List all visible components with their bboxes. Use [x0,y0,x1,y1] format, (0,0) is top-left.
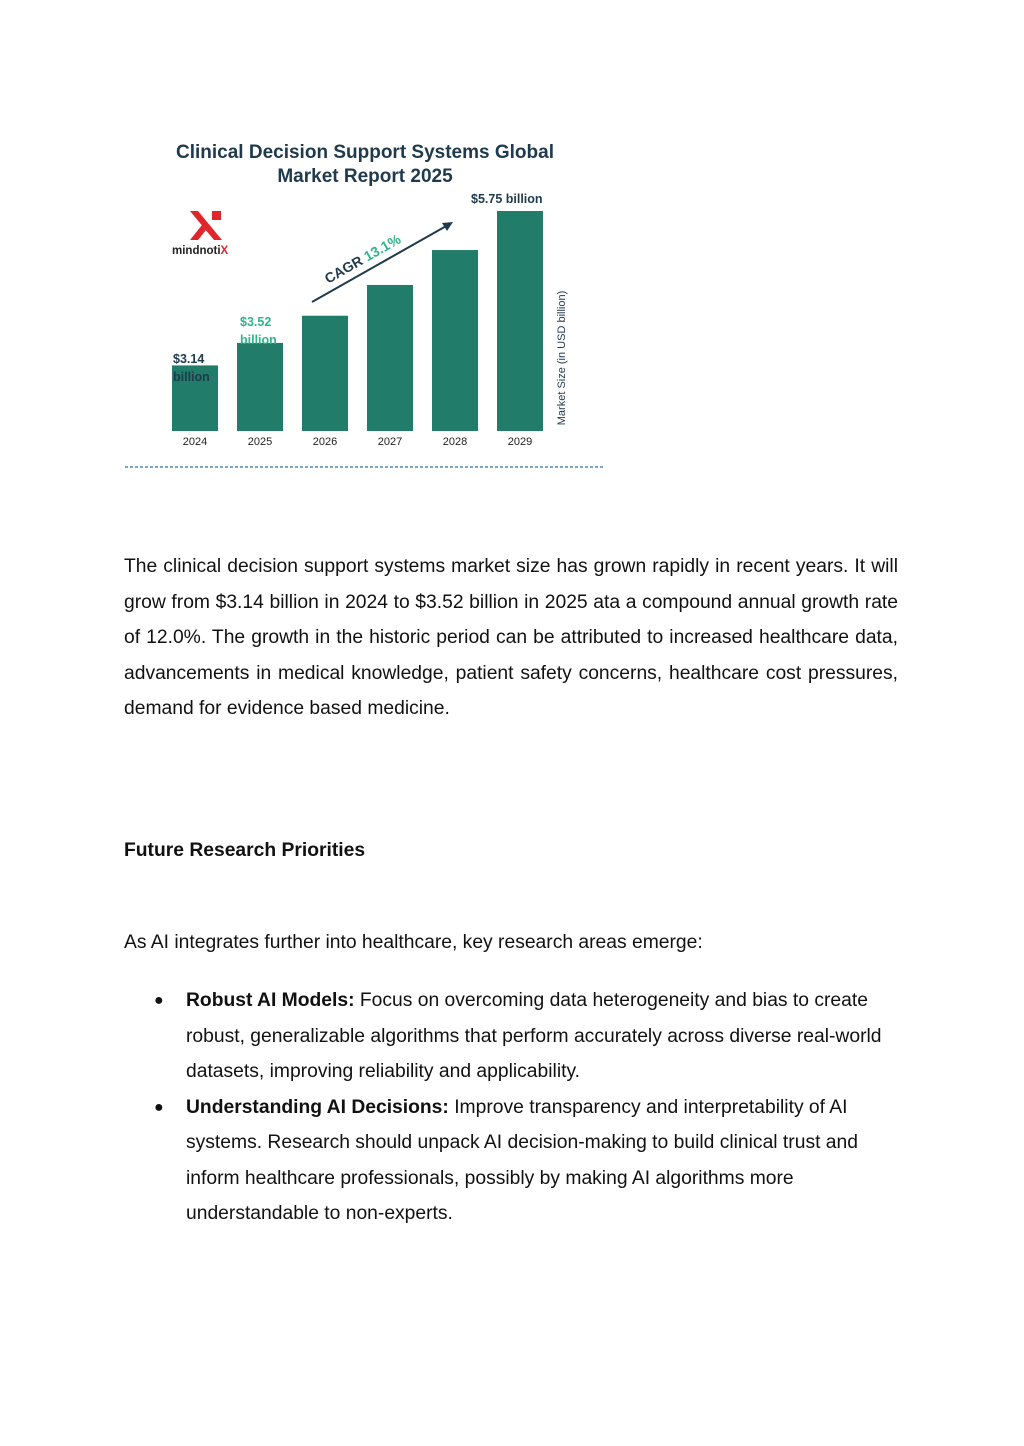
x-tick-label-2024: 2024 [182,436,208,448]
cagr-value: 13.1% [360,230,404,265]
market-report-figure [125,128,605,473]
list-item [124,983,914,1090]
bar-2028 [432,250,478,431]
svg-text:mindnotiX [172,245,229,257]
brand-logo [172,211,229,257]
bar-2026 [302,316,348,431]
svg-text:CAGR 13.1% [322,231,404,287]
bars-group [172,211,543,431]
x-tick-label-2028: 2028 [442,436,468,448]
list-item-text: Focus on overcoming data heterogeneity and bias to create robust, generalizable algorithms that perform accurately across diverse real-world datasets, improving reliability and applicability. [186,990,882,1082]
section-heading: Future Research Priorities [124,840,366,861]
logo-text: mindnoti [172,245,221,257]
y-axis-label: Market Size (in USD billion) [556,290,568,426]
bullet-icon: ● [154,1098,164,1116]
research-priorities-list [124,983,914,1232]
value-label-2029: $5.75 billion [471,192,543,206]
list-item [124,1090,914,1232]
list-item-title: Understanding AI Decisions: [186,1096,449,1118]
x-tick-label-2025: 2025 [247,436,273,448]
logo-text-accent: X [220,245,229,257]
x-tick-label-2027: 2027 [377,436,403,448]
value-label-2025-line1: $3.52 [240,315,272,329]
chart-title-line2: Market Report 2025 [277,166,453,187]
x-tick-label-2026: 2026 [312,436,338,448]
bullet-icon: ● [154,992,164,1009]
cagr-label: CAGR [321,252,366,287]
intro-paragraph: As AI integrates further into healthcare, key research areas emerge: [124,932,703,953]
bar-2027 [367,285,413,431]
bar-chart [125,128,605,473]
bar-2025 [237,343,283,431]
value-label-2024-line2: billion [173,370,210,384]
logo-x-icon [190,211,222,240]
list-item-title: Robust AI Models: [186,990,355,1011]
chart-title-line1: Clinical Decision Support Systems Global [176,142,554,163]
x-tick-labels [183,436,532,448]
value-label-2024-line1: $3.14 [173,352,205,366]
value-label-2025-line2: billion [240,333,277,347]
bar-2029 [497,211,543,431]
market-size-paragraph: The clinical decision support systems market size has grown rapidly in recent years. It will grow from $3.14 billion in 2024 to $3.52 billion in 2025 ata a compound annual growth rate of 12.0%. The growth in the historic period can be attributed to increased healthcare data, advancements in medical knowledge, patient safety concerns, healthcare cost pressures, demand for evidence based medicine. [124,556,898,719]
list-item-text: Improve transparency and interpretability of AI systems. Research should unpack AI decision-making to build clinical trust and inform healthcare professionals, possibly by making AI algorithms more understandable to non-experts. [186,1096,858,1224]
x-tick-label-2029: 2029 [507,436,533,448]
